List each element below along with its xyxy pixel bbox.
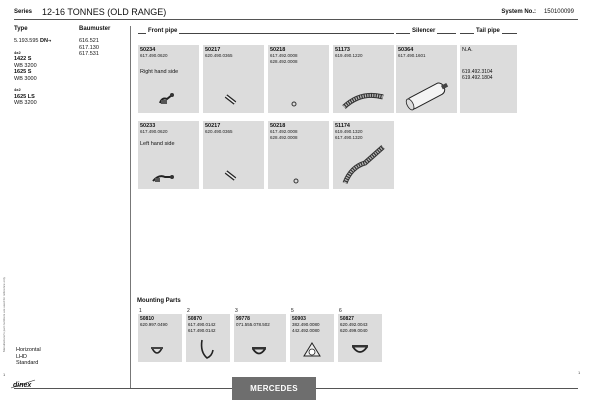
part-ref: 619.490.1220 — [335, 53, 363, 58]
mount-index: 3 — [235, 308, 238, 314]
flex-pipe-icon — [341, 89, 387, 111]
part-ref: 620.490.0365 — [205, 53, 233, 58]
type-wheelbase: WB 3200 — [14, 62, 37, 69]
clamp-icon — [290, 101, 298, 107]
part-number: 50234 — [140, 47, 156, 53]
front-pipe-icon — [158, 91, 176, 107]
type-name: 1625 LS — [14, 93, 35, 100]
clamp-icon — [292, 178, 300, 184]
mount-box-50870[interactable] — [186, 314, 230, 362]
part-box-50218[interactable] — [268, 121, 329, 189]
axle-symbol: 4x2 — [14, 49, 21, 55]
clamp-icon — [149, 344, 165, 358]
part-ref: 442.492.0080 — [292, 327, 320, 333]
part-ref: 619.492.1804 — [462, 75, 493, 81]
clamp-icon — [250, 344, 268, 358]
axle-symbol: 4x2 — [14, 87, 21, 92]
series-label: Series — [14, 9, 33, 15]
part-box-50364[interactable] — [396, 45, 457, 113]
part-ref: 620.997.0490 — [140, 322, 168, 327]
mount-box-50903[interactable] — [290, 314, 334, 362]
page-header — [14, 6, 578, 20]
baumuster-code: 617.531 — [79, 51, 99, 57]
part-box-50217[interactable] — [203, 121, 264, 189]
part-ref: 617.492.0008 — [270, 129, 298, 134]
side-note: Left hand side — [140, 141, 175, 147]
front-pipe-heading: Front pipe — [148, 28, 178, 34]
part-box-tail-pipe[interactable] — [460, 45, 517, 113]
silencer-heading: Silencer — [412, 28, 436, 34]
part-box-50218[interactable] — [268, 45, 329, 113]
part-ref: 620.499.0040 — [340, 327, 368, 333]
system-label: System No.: — [501, 9, 536, 15]
mount-index: 6 — [339, 308, 342, 314]
part-box-50233[interactable] — [138, 121, 199, 189]
part-ref: 617.490.1320 — [335, 134, 363, 140]
part-ref: 619.490.1320 — [335, 129, 363, 134]
mount-box-50827[interactable] — [338, 314, 382, 362]
pipe-section-icon — [223, 93, 239, 107]
part-number: 50218 — [270, 47, 286, 53]
part-number: 50218 — [270, 123, 286, 129]
part-ref: 382.490.0080 — [292, 322, 320, 327]
part-ref: 617.490.0620 — [140, 53, 168, 58]
baumuster-list — [79, 38, 99, 58]
part-box-51173[interactable] — [333, 45, 394, 113]
mount-box-99778[interactable] — [234, 314, 286, 362]
part-box-50234[interactable] — [138, 45, 199, 113]
config-drive: LHD — [16, 353, 28, 360]
flex-pipe-icon — [339, 143, 389, 187]
part-box-50217[interactable] — [203, 45, 264, 113]
mount-box-50810[interactable] — [138, 314, 182, 362]
part-number: 50217 — [205, 123, 221, 129]
baumuster-heading: Baumuster — [79, 26, 111, 32]
part-number: 50364 — [398, 47, 414, 53]
type-wheelbase: WB 3000 — [14, 75, 37, 82]
gasket-icon — [303, 342, 321, 358]
part-ref: 628.492.0008 — [270, 58, 298, 64]
config-notes — [16, 347, 41, 367]
mount-index: 5 — [291, 308, 294, 314]
part-box-51174[interactable] — [333, 121, 394, 189]
part-ref: 620.490.0365 — [205, 129, 233, 134]
page-title: 12-16 TONNES (OLD RANGE) — [42, 7, 167, 17]
baumuster-code: 616.521 — [79, 38, 99, 44]
part-number: 50870 — [188, 316, 202, 322]
part-number: 50810 — [140, 316, 154, 322]
mounting-parts-heading: Mounting Parts — [137, 298, 181, 304]
part-ref: 619.492.3104 — [462, 69, 493, 75]
part-number: 50233 — [140, 123, 156, 129]
part-number: 51173 — [335, 47, 350, 53]
type-name: 1422 S — [14, 56, 32, 62]
right-number: 1 — [578, 370, 581, 375]
svg-text:dinex: dinex — [13, 382, 32, 389]
mount-index: 2 — [187, 308, 190, 314]
hanger-icon — [198, 338, 216, 360]
config-orientation: Horizontal — [16, 347, 41, 353]
front-pipe-icon — [151, 171, 175, 185]
mount-index: 1 — [139, 308, 142, 314]
side-number: 1 — [3, 372, 6, 377]
part-ref: 617.490.0620 — [140, 129, 168, 134]
part-number: N.A. — [462, 47, 473, 53]
baumuster-code: 617.130 — [79, 44, 99, 51]
part-ref: 617.490.1601 — [398, 53, 426, 58]
part-ref: 071.555.078.502 — [236, 322, 270, 327]
dinex-logo — [10, 378, 36, 390]
part-number: 51174 — [335, 123, 350, 129]
pipe-section-icon — [223, 169, 239, 183]
part-ref: 617.490.0142 — [188, 322, 216, 327]
type-heading: Type — [14, 26, 28, 32]
part-ref: 620.492.0043 — [340, 322, 368, 327]
part-number: 50903 — [292, 316, 306, 322]
part-ref: 617.492.0008 — [270, 53, 298, 58]
config-type: Standard — [16, 360, 39, 366]
type-list — [14, 38, 70, 107]
part-number: 50217 — [205, 47, 221, 53]
system-number: 150100099 — [543, 9, 574, 15]
type-name: 1625 S — [14, 69, 32, 75]
side-note: Right hand side — [140, 69, 179, 75]
brand-label: MERCEDES — [232, 377, 316, 400]
engine-code: 5.193.595 DN➔ — [14, 38, 52, 44]
disclaimer-text: Manufacturer's part numbers are used for reference only — [2, 277, 6, 352]
silencer-icon — [400, 81, 452, 111]
part-ref: 628.492.0008 — [270, 134, 298, 140]
column-divider — [130, 26, 131, 388]
part-number: 50827 — [340, 316, 354, 322]
clamp-icon — [350, 342, 370, 358]
type-wheelbase: WB 3200 — [14, 100, 37, 106]
part-ref: 617.490.0142 — [188, 327, 216, 333]
part-number: 99778 — [236, 316, 250, 322]
tail-pipe-heading: Tail pipe — [476, 28, 500, 34]
